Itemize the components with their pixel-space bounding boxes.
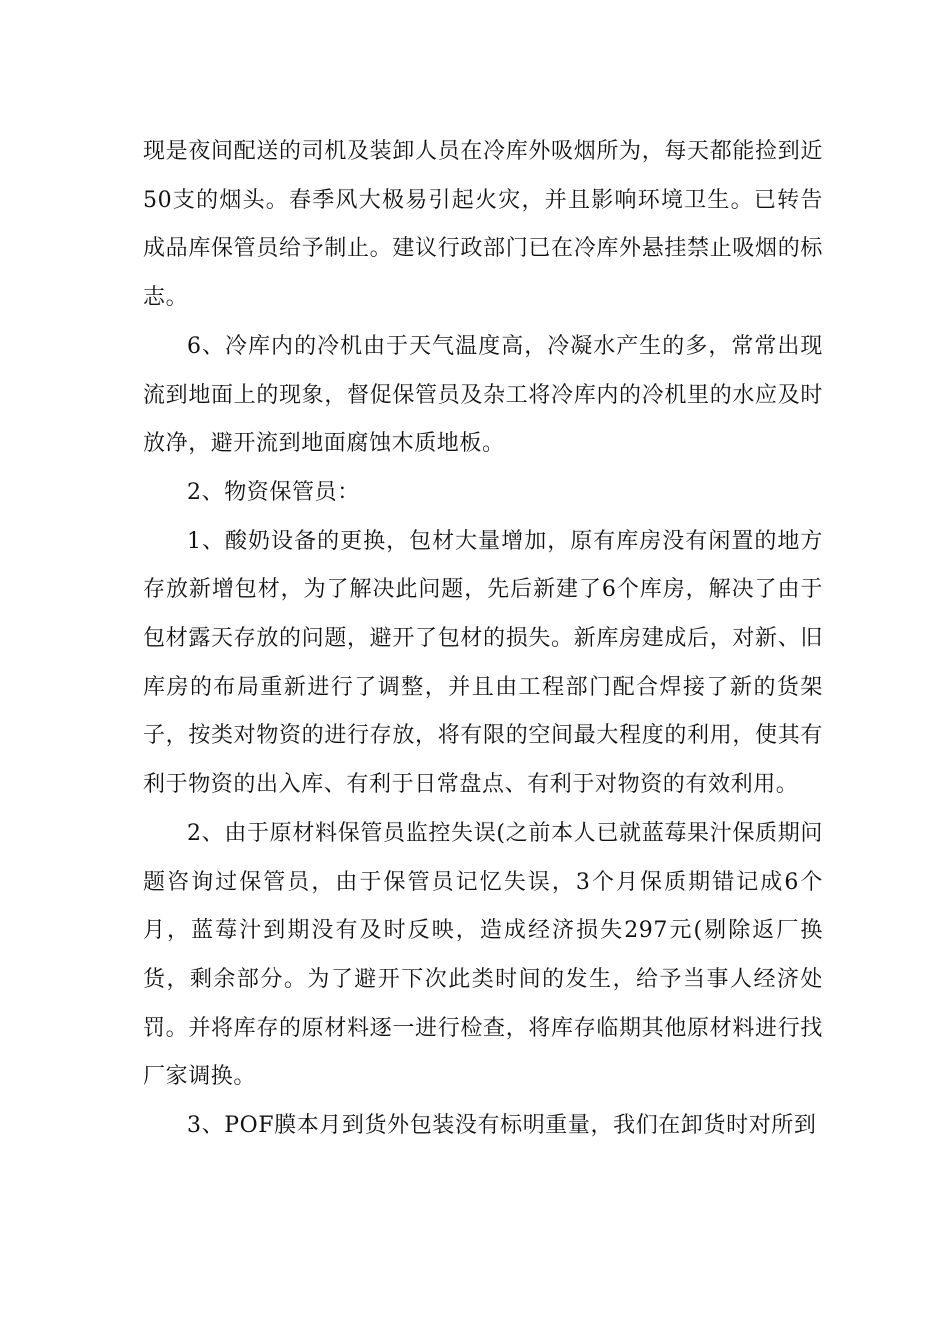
paragraph-smoking: 现是夜间配送的司机及装卸人员在冷库外吸烟所为，每天都能捡到近50支的烟头。春季风大极易引起火灾，并且影响环境卫生。已转告成品库保管员给予制止。建议行政部门已在冷库外悬挂禁止吸烟的标志。: [143, 139, 823, 311]
paragraph-cold-storage: 6、冷库内的冷机由于天气温度高，冷凝水产生的多，常常出现流到地面上的现象，督促保管员及杂工将冷库内的冷机里的水应及时放净，避开流到地面腐蚀木质地板。: [143, 333, 823, 457]
paragraph-section-heading: 2、物资保管员：: [187, 479, 360, 505]
paragraph-raw-materials: 2、由于原材料保管员监控失误(之前本人已就蓝莓果汁保质期问题咨询过保管员，由于保管员记忆失误，3个月保质期错记成6个月，蓝莓汁到期没有及时反映，造成经济损失297元(剔除返厂换货，剩余部分。为了避开下次此类时间的发生，给予当事人经济处罚。并将库存的原材料逐一进行检查，将库存临期其他原材料进行找厂家调换。: [143, 820, 823, 1090]
paragraph-packaging: 1、酸奶设备的更换，包材大量增加，原有库房没有闲置的地方存放新增包材，为了解决此问题，先后新建了6个库房，解决了由于包材露天存放的问题，避开了包材的损失。新库房建成后，对新、旧库房的布局重新进行了调整，并且由工程部门配合焊接了新的货架子，按类对物资的进行存放，将有限的空间最大程度的利用，使其有利于物资的出入库、有利于日常盘点、有利于对物资的有效利用。: [143, 528, 823, 798]
document-body: [143, 128, 823, 1151]
paragraph-pof-film: 3、POF膜本月到货外包装没有标明重量，我们在卸货时对所到: [187, 1113, 817, 1139]
